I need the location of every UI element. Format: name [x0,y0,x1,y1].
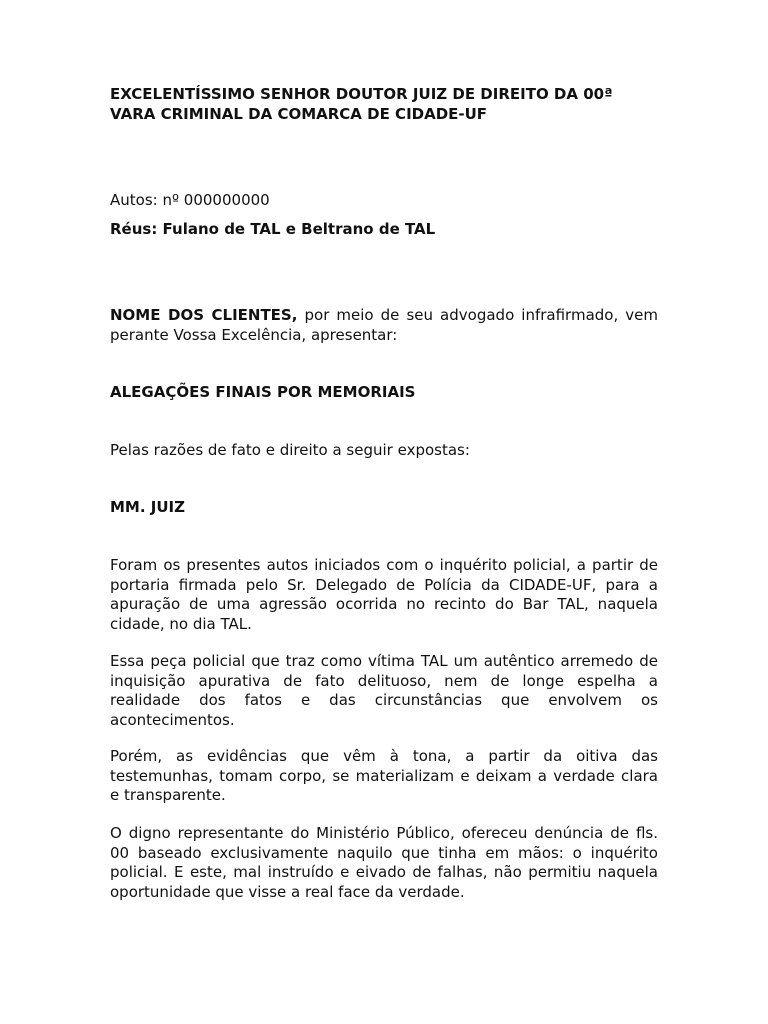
body-paragraph: Essa peça policial que traz como vítima TAL um autêntico arremedo de inquisição apurativa de fato delituoso, nem de longe espelha a realidade dos fatos e das circunstâncias que envolvem os acontecimentos. [110,652,658,729]
document-title: ALEGAÇÕES FINAIS POR MEMORIAIS [110,383,416,401]
defendants-line: Réus: Fulano de TAL e Beltrano de TAL [110,220,436,238]
client-names: NOME DOS CLIENTES, [110,306,298,324]
intro-paragraph [110,306,658,345]
court-address-heading: EXCELENTÍSSIMO SENHOR DOUTOR JUIZ DE DIREITO DA 00ª VARA CRIMINAL DA COMARCA DE CIDADE-UF [110,85,613,123]
body-paragraph: O digno representante do Ministério Público, ofereceu denúncia de fls. 00 baseado exclusivamente naquilo que tinha em mãos: o inquérito policial. E este, mal instruído e eivado de falhas, não permitiu naquela oportunidade que visse a real face da verdade. [110,824,658,901]
intro-text: por meio de seu advogado infrafirmado, vem perante Vossa Excelência, apresentar: [110,306,659,344]
reasons-line: Pelas razões de fato e direito a seguir expostas: [110,441,470,459]
salutation: MM. JUIZ [110,498,185,516]
body-paragraph: Porém, as evidências que vêm à tona, a partir da oitiva das testemunhas, tomam corpo, se materializam e deixam a verdade clara e transparente. [110,747,658,804]
body-paragraph: Foram os presentes autos iniciados com o inquérito policial, a partir de portaria firmada pelo Sr. Delegado de Polícia da CIDADE-UF, para a apuração de uma agressão ocorrida no recinto do Bar TAL, naquela cidade, no dia TAL. [110,556,658,633]
case-number: Autos: nº 000000000 [110,191,270,209]
